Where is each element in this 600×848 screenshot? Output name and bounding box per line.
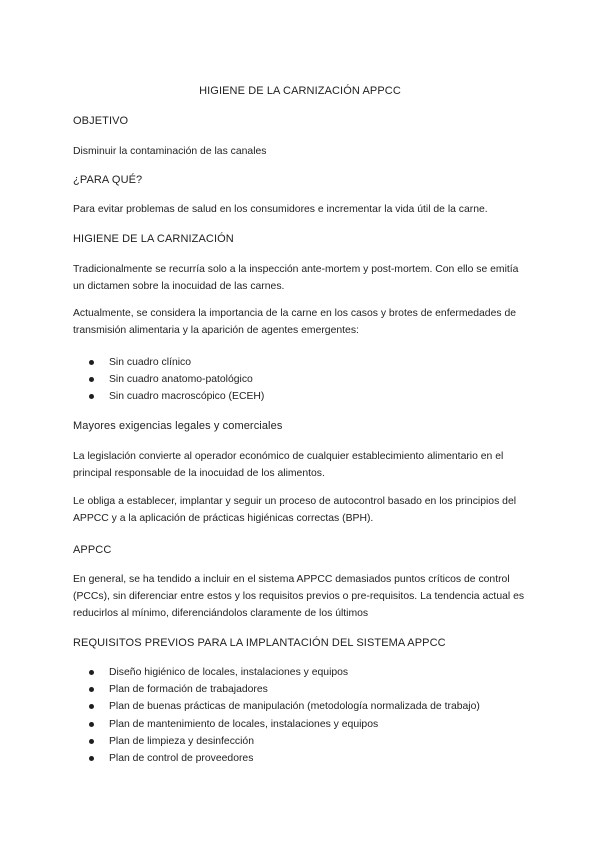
bullet-icon xyxy=(89,687,94,692)
bullet-icon xyxy=(89,360,94,365)
list-item-text: Plan de formación de trabajadores xyxy=(109,684,268,696)
higiene-heading: HIGIENE DE LA CARNIZACIÓN xyxy=(73,233,234,245)
list-item xyxy=(73,388,529,405)
objetivo-text: Disminuir la contaminación de las canales xyxy=(73,146,267,157)
requisitos-bullet-list xyxy=(73,664,529,767)
bullet-icon xyxy=(89,670,94,675)
appcc-paragraph-1: En general, se ha tendido a incluir en el sistema APPCC demasiados puntos críticos de control (PCCs), sin diferenciar entre estos y los requisitos previos o pre-requisitos. La tendencia actual es reducirlos al mínimo, diferenciándolos claramente de los últimos xyxy=(73,574,525,619)
objetivo-heading: OBJETIVO xyxy=(73,115,129,127)
list-item-text: Plan de mantenimiento de locales, instalaciones y equipos xyxy=(109,718,379,730)
list-item-text: Plan de limpieza y desinfección xyxy=(109,735,254,747)
list-item xyxy=(73,698,529,715)
list-item xyxy=(73,371,529,388)
bullet-icon xyxy=(89,756,94,761)
higiene-paragraph-1: Tradicionalmente se recurría solo a la inspección ante-mortem y post-mortem. Con ello se emitía un dictamen sobre la inocuidad de las carnes. xyxy=(73,264,519,292)
list-item-text: Sin cuadro macroscópico (ECEH) xyxy=(109,391,265,403)
list-item-text: Sin cuadro clínico xyxy=(109,357,192,368)
exigencias-heading: Mayores exigencias legales y comerciales xyxy=(73,420,283,432)
list-item xyxy=(73,716,529,733)
list-item xyxy=(73,750,529,767)
para-que-text: Para evitar problemas de salud en los consumidores e incrementar la vida útil de la carne. xyxy=(73,204,488,215)
appcc-heading: APPCC xyxy=(73,544,112,556)
higiene-paragraph-2: Actualmente, se considera la importancia de la carne en los casos y brotes de enfermedades de transmisión alimentaria y la aparición de agentes emergentes: xyxy=(73,308,517,336)
higiene-bullet-list xyxy=(73,354,529,406)
bullet-icon xyxy=(89,704,94,709)
list-item xyxy=(73,733,529,750)
list-item-text: Plan de control de proveedores xyxy=(109,753,254,765)
list-item xyxy=(73,354,529,371)
bullet-icon xyxy=(89,394,94,399)
para-que-heading: ¿PARA QUÉ? xyxy=(73,174,143,186)
list-item xyxy=(73,664,529,681)
list-item-text: Plan de buenas prácticas de manipulación (metodología normalizada de trabajo) xyxy=(109,701,480,713)
bullet-icon xyxy=(89,722,94,727)
exigencias-paragraph-1: La legislación convierte al operador económico de cualquier establecimiento alimentario en el principal responsable de la inocuidad de los alimentos. xyxy=(73,451,504,479)
list-item-text: Diseño higiénico de locales, instalaciones y equipos xyxy=(109,667,349,678)
exigencias-paragraph-2: Le obliga a establecer, implantar y seguir un proceso de autocontrol basado en los principios del APPCC y a la aplicación de prácticas higiénicas correctas (BPH). xyxy=(73,496,517,524)
bullet-icon xyxy=(89,377,94,382)
requisitos-heading: REQUISITOS PREVIOS PARA LA IMPLANTACIÓN DEL SISTEMA APPCC xyxy=(73,637,446,649)
list-item-text: Sin cuadro anatomo-patológico xyxy=(109,374,253,386)
list-item xyxy=(73,681,529,698)
bullet-icon xyxy=(89,739,94,744)
document-title: HIGIENE DE LA CARNIZACIÓN APPCC xyxy=(199,85,401,97)
